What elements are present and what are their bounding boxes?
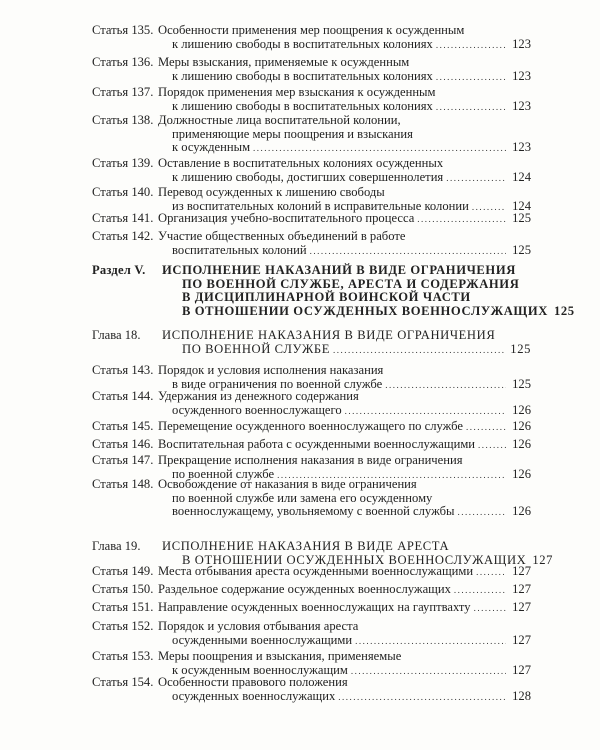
article-number: Статья 147. [92, 453, 154, 467]
dot-leader [333, 344, 506, 358]
article-number: Статья 153. [92, 649, 154, 663]
article-title-line: применяющие меры поощрения и взыскания [172, 126, 413, 141]
article-title-line: Особенности правового положения [158, 675, 348, 689]
article-number: Статья 154. [92, 675, 154, 689]
page-number: 123 [512, 68, 531, 83]
page-number: 126 [512, 419, 531, 433]
article-title-line: Оставление в воспитательных колониях осужденных [158, 156, 444, 170]
article-number: Статья 144. [92, 389, 154, 403]
article-title-line: воспитательных колоний [172, 242, 307, 257]
article-entry[interactable] [92, 56, 531, 84]
page-number: 127 [512, 564, 531, 578]
article-number: Статья 150. [92, 582, 154, 596]
article-entry[interactable] [92, 364, 531, 392]
article-entry[interactable] [92, 157, 531, 185]
page-number: 125 [512, 242, 531, 257]
article-number: Статья 152. [92, 619, 154, 633]
dot-leader [478, 439, 506, 453]
page-number: 126 [512, 466, 531, 481]
page-number: 123 [512, 140, 531, 154]
dot-leader [454, 584, 506, 598]
article-number: Статья 143. [92, 363, 154, 377]
article-number: Статья 148. [92, 477, 154, 491]
article-entry[interactable] [92, 676, 531, 704]
article-title-line: Освобождение от наказания в виде ограничения [158, 477, 417, 491]
article-title-line: Особенности применения мер поощрения к осужденным [158, 23, 465, 37]
page-number: 128 [512, 688, 531, 703]
page-number: 126 [512, 402, 531, 417]
article-title-line: Раздельное содержание осужденных военнослужащих [158, 582, 451, 596]
article-title-line: Участие общественных объединений в работе [158, 229, 406, 243]
section-title-line: ИСПОЛНЕНИЕ НАКАЗАНИЙ В ВИДЕ ОГРАНИЧЕНИЯ [162, 263, 516, 277]
dot-leader [417, 213, 506, 227]
article-title-line: Меры поощрения и взыскания, применяемые [158, 649, 402, 663]
page-number: 125 [553, 303, 575, 318]
article-number: Статья 138. [92, 113, 154, 127]
page-number: 126 [512, 437, 531, 451]
page-number: 124 [512, 169, 531, 184]
dot-leader [436, 71, 506, 85]
article-title-line: Удержания из денежного содержания [158, 389, 359, 403]
chapter-entry[interactable] [92, 329, 531, 357]
article-title-line: Меры взыскания, применяемые к осужденным [158, 55, 410, 69]
page-number: 127 [512, 662, 531, 677]
article-title-line: Порядок и условия исполнения наказания [158, 363, 384, 377]
article-entry[interactable] [92, 212, 531, 227]
article-entry[interactable] [92, 114, 531, 156]
page-number: 124 [512, 198, 531, 213]
article-title-line: Должностные лица воспитательной колонии, [158, 113, 401, 127]
article-title-line: Порядок и условия отбывания ареста [158, 619, 359, 633]
article-title-line: Перемещение осужденного военнослужащего по службе [158, 419, 463, 433]
page-number: 123 [512, 36, 531, 51]
article-entry[interactable] [92, 620, 531, 648]
article-title-line: Направление осужденных военнослужащих на гауптвахту [158, 600, 471, 614]
chapter-title-line: ИСПОЛНЕНИЕ НАКАЗАНИЯ В ВИДЕ АРЕСТА [162, 539, 450, 553]
article-title-line: Прекращение исполнения наказания в виде ограничения [158, 453, 463, 467]
article-title-line: к лишению свободы в воспитательных колониях [172, 36, 433, 51]
chapter-title-line: ИСПОЛНЕНИЕ НАКАЗАНИЯ В ВИДЕ ОГРАНИЧЕНИЯ [162, 328, 496, 342]
article-number: Статья 139. [92, 156, 154, 170]
article-number: Статья 137. [92, 85, 154, 99]
article-entry[interactable] [92, 24, 531, 52]
dot-leader [436, 101, 506, 115]
article-title-line: Порядок применения мер взыскания к осужденным [158, 85, 436, 99]
article-entry[interactable] [92, 583, 531, 598]
page-number: 125 [510, 341, 531, 356]
article-title-line: Места отбывания ареста осужденными военнослужащими [158, 564, 474, 578]
chapter-title-line: ПО ВОЕННОЙ СЛУЖБЕ [182, 341, 331, 356]
article-title-line: осужденных военнослужащих [172, 688, 336, 703]
article-title-line: Перевод осужденных к лишению свободы [158, 185, 385, 199]
page-number: 127 [512, 632, 531, 647]
article-title-line: по военной службе [172, 466, 275, 481]
article-entry[interactable] [92, 420, 531, 435]
article-entry[interactable] [92, 438, 531, 453]
section-entry[interactable] [92, 263, 575, 319]
article-title-line: к лишению свободы в воспитательных колониях [172, 98, 433, 113]
page-number: 127 [532, 552, 554, 567]
article-title-line: к осужденным [172, 140, 251, 154]
dot-leader [474, 602, 506, 616]
section-number: Раздел V. [92, 263, 146, 277]
dot-leader [476, 566, 506, 580]
article-number: Статья 145. [92, 419, 154, 433]
article-entry[interactable] [92, 86, 531, 114]
dot-leader [355, 635, 506, 649]
article-title-line: осужденными военнослужащими [172, 632, 353, 647]
page-number: 126 [512, 504, 531, 518]
article-entry[interactable] [92, 650, 531, 678]
article-entry[interactable] [92, 186, 531, 214]
page-number: 125 [512, 211, 531, 225]
article-number: Статья 135. [92, 23, 154, 37]
article-title-line: Воспитательная работа с осужденными военнослужащими [158, 437, 476, 451]
page-number: 125 [512, 376, 531, 391]
article-number: Статья 141. [92, 211, 154, 225]
article-title-line: к лишению свободы в воспитательных колониях [172, 68, 433, 83]
dot-leader [310, 245, 506, 259]
article-entry[interactable] [92, 565, 531, 580]
article-number: Статья 146. [92, 437, 154, 451]
article-entry[interactable] [92, 390, 531, 418]
article-title-line: к осужденным военнослужащим [172, 662, 348, 677]
section-title-line: В ОТНОШЕНИИ ОСУЖДЕННЫХ ВОЕННОСЛУЖАЩИХ [182, 303, 548, 318]
dot-leader [446, 172, 506, 186]
chapter-title-line: В ОТНОШЕНИИ ОСУЖДЕННЫХ ВОЕННОСЛУЖАЩИХ [182, 552, 527, 567]
chapter-number: Глава 19. [92, 539, 141, 553]
section-title-line: ПО ВОЕННОЙ СЛУЖБЕ, АРЕСТА И СОДЕРЖАНИЯ [182, 276, 520, 291]
article-entry[interactable] [92, 478, 531, 520]
article-title-line: военнослужащему, увольняемому с военной службы [172, 504, 455, 518]
dot-leader [345, 405, 506, 419]
article-title-line: осужденного военнослужащего [172, 402, 342, 417]
article-entry[interactable] [92, 601, 531, 616]
article-title-line: из воспитательных колоний в исправительные колонии [172, 198, 469, 213]
article-number: Статья 140. [92, 185, 154, 199]
dot-leader [436, 39, 506, 53]
article-title-line: Организация учебно-воспитательного процесса [158, 211, 415, 225]
page-number: 127 [512, 582, 531, 596]
article-number: Статья 136. [92, 55, 154, 69]
article-number: Статья 151. [92, 600, 154, 614]
section-title-line: В ДИСЦИПЛИНАРНОЙ ВОИНСКОЙ ЧАСТИ [182, 290, 471, 304]
dot-leader [466, 421, 506, 435]
dot-leader [457, 506, 506, 520]
page-number: 127 [512, 600, 531, 614]
article-entry[interactable] [92, 230, 531, 258]
article-number: Статья 142. [92, 229, 154, 243]
article-title-line: к лишению свободы, достигших совершеннолетия [172, 169, 444, 184]
article-title-line: в виде ограничения по военной службе [172, 376, 383, 391]
dot-leader [338, 691, 506, 705]
chapter-number: Глава 18. [92, 328, 141, 342]
article-number: Статья 149. [92, 564, 154, 578]
page-number: 123 [512, 98, 531, 113]
dot-leader [253, 142, 506, 156]
article-title-line: по военной службе или замена его осужденному [172, 490, 433, 505]
